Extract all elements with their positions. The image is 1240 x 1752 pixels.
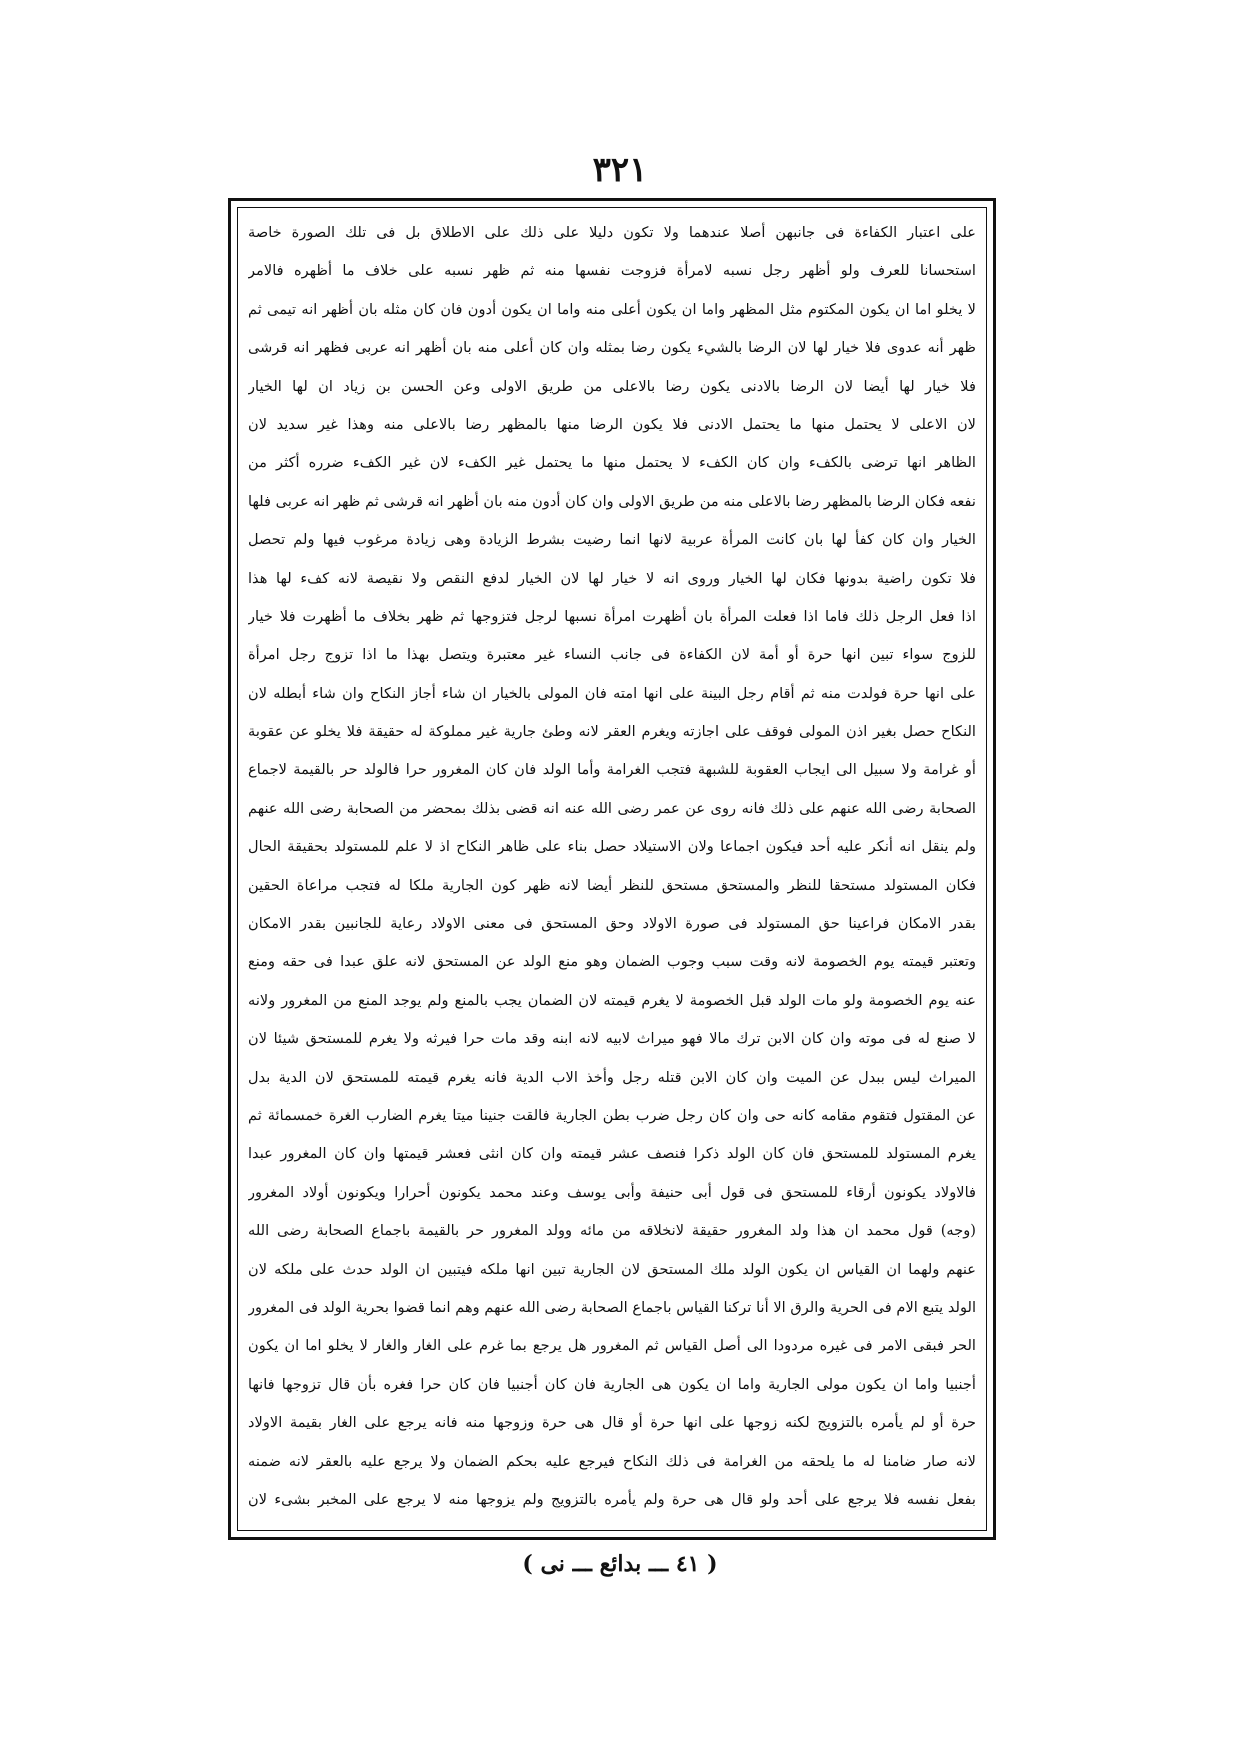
text-line: عن المقتول فتقوم مقامه كانه حى وان كان رجل ضرب بطن الجارية فالقت جنينا ميتا يغرم الضارب الغرة خمسمائة ثم: [248, 1106, 976, 1124]
text-line: الصحابة رضى الله عنهم على ذلك فانه روى عن عمر رضى الله عنه انه قضى بذلك بمحضر من الصحابة رضى الله عنهم: [248, 799, 976, 817]
text-line: استحسانا للعرف ولو أظهر رجل نسبه لامرأة فزوجت نفسها منه ثم ظهر نسبه على خلاف ما أظهره فالامر: [248, 262, 976, 280]
page-number: ٣٢١: [592, 150, 648, 190]
text-frame: [228, 198, 996, 1540]
text-line: على انها حرة فولدت منه ثم أقام رجل البينة على انها امته فان المولى بالخيار ان شاء أجاز النكاح وان شاء أبطله لان: [248, 684, 976, 702]
text-line: للزوج سواء تبين انها حرة أو أمة لان الكفاءة فى جانب النساء غير معتبرة ويتصل بهذا ما اذا تزوج رجل امرأة: [248, 646, 976, 664]
text-line: أجنبيا واما ان يكون مولى الجارية واما ان يكون هى الجارية فان كان أجنبيا فان كان حرا فغره بأن قال تزوجها فانها: [248, 1375, 976, 1393]
text-line: يغرم المستولد للمستحق فان كان الولد ذكرا فنصف عشر قيمته وان كان انثى فعشر قيمتها وان كان المغرور عبدا: [248, 1145, 976, 1163]
text-line: بفعل نفسه فلا يرجع على أحد ولو قال هى حرة ولم يأمره بالتزويج ولم يزوجها منه لا يرجع على المخبر بشىء لان: [248, 1490, 976, 1508]
text-frame-inner: [237, 207, 987, 1531]
text-line: على اعتبار الكفاءة فى جانبهن أصلا عندهما ولا تكون دليلا على ذلك على الاطلاق بل فى تلك الصورة خاصة: [248, 224, 976, 241]
text-line: بقدر الامكان فراعينا حق المستولد فى صورة الاولاد وحق المستحق فى معنى الاولاد رعاية للجانبين بقدر الامكان: [248, 915, 976, 933]
text-line: اذا فعل الرجل ذلك فاما اذا فعلت المرأة بان أظهرت امرأة نسبها لرجل فتزوجها ثم ظهر بخلاف ما أظهرت فلا خيار: [248, 607, 976, 625]
text-line: لانه صار ضامنا له ما يلحقه من الغرامة فى ذلك النكاح فيرجع عليه بحكم الضمان ولا يرجع عليه بالعقر لانه ضمنه: [248, 1452, 976, 1470]
text-line: حرة أو لم يأمره بالتزويج لكنه زوجها على انها حرة أو قال هى حرة وزوجها منه فانه يرجع على الغار بقيمة الاولاد: [248, 1414, 976, 1432]
body-text: [248, 214, 976, 1526]
text-line: عنهم ولهما ان القياس ان يكون الولد ملك المستحق لان الجارية تبين انها ملكه فيتبين ان الولد حدث على ملكه لان: [248, 1260, 976, 1278]
text-line: نفعه فكان الرضا بالمظهر رضا بالاعلى منه من طريق الاولى وان كان أدون منه بان أظهر انه قرشى ثم ظهر انه عربى فلها: [248, 492, 976, 510]
text-line: النكاح حصل بغير اذن المولى فوقف على اجازته ويغرم العقر لانه وطئ جارية غير مملوكة له حقيقة فلا يخلو عن عقوبة: [248, 723, 976, 741]
text-line: لان الاعلى لا يحتمل منها ما يحتمل الادنى فلا يكون الرضا منها بالمظهر رضا بالاعلى منه وهذا غير سديد لان: [248, 415, 976, 433]
text-line: عنه يوم الخصومة ولو مات الولد قبل الخصومة لا يغرم قيمته لان الضمان يجب بالمنع ولم يوجد المنع من المغرور ولانه: [248, 991, 976, 1009]
text-line: وتعتبر قيمته يوم الخصومة لانه وقت سبب وجوب الضمان وهو منع الولد عن المستحق لانه علق عبدا فى حقه ومنع: [248, 953, 976, 971]
text-line: فلا خيار لها أيضا لان الرضا بالادنى يكون رضا بالاعلى من طريق الاولى وعن الحسن بن زياد ان لها الخيار: [248, 377, 976, 395]
footer-signature: ( ٤١ ـــ بدائع ـــ نى ): [522, 1551, 718, 1577]
text-line: ظهر أنه عدوى فلا خيار لها لان الرضا بالشيء يكون رضا بمثله وان كان أعلى منه بان أظهر انه عربى فظهر انه قرشى: [248, 339, 976, 357]
text-line: فالاولاد يكونون أرقاء للمستحق فى قول أبى حنيفة وأبى يوسف وعند محمد يكونون أحرارا ويكونون أولاد المغرور: [248, 1183, 976, 1201]
text-line: فلا تكون راضية بدونها فكان لها الخيار وروى انه لا خيار لها لان الخيار لدفع النقص ولا نقيصة لانه كفء لها هذا: [248, 569, 976, 587]
text-line: أو غرامة ولا سبيل الى ايجاب العقوبة للشبهة فتجب الغرامة وأما الولد فان كان المغرور حرا فالولد حر بالقيمة لاجماع: [248, 761, 976, 779]
text-line: الولد يتبع الام فى الحرية والرق الا أنا تركنا القياس باجماع الصحابة رضى الله عنهم وهم انما قضوا بحرية الولد فى المغرور: [248, 1298, 976, 1316]
text-line: لا يخلو اما ان يكون المكتوم مثل المظهر واما ان يكون أعلى منه واما ان يكون أدون فان كان مثله بان أظهر انه تيمى ثم: [248, 300, 976, 318]
text-line: الخيار وان كان كفأ لها بان كانت المرأة عربية لانها انما رضيت بشرط الزيادة وهى زيادة مرغوب فيها ولم تحصل: [248, 531, 976, 549]
text-line: لا صنع له فى موته وان كان الابن ترك مالا فهو ميراث لابيه لانه ابنه وقد مات حرا فيرثه ولا يغرم للمستحق شيئا لان: [248, 1030, 976, 1048]
text-line: الظاهر انها ترضى بالكفء وان كان الكفء لا يحتمل منها ما يحتمل غير الكفء لان غير الكفء ضرره أكثر من: [248, 454, 976, 472]
text-line: الميراث ليس ببدل عن الميت وان كان الابن قتله رجل وأخذ الاب الدية فانه يغرم قيمته للمستحق لان الدية بدل: [248, 1068, 976, 1086]
text-line: ولم ينقل انه أنكر عليه أحد فيكون اجماعا ولان الاستيلاد حصل بناء على ظاهر النكاح اذ لا علم للمستولد بحقيقة الحال: [248, 838, 976, 856]
text-line: (وجه) قول محمد ان هذا ولد المغرور حقيقة لانخلاقه من مائه وولد المغرور حر بالقيمة باجماع الصحابة رضى الله: [248, 1222, 976, 1240]
text-line: فكان المستولد مستحقا للنظر والمستحق مستحق للنظر أيضا لانه ظهر كون الجارية ملكا له فتجب مراعاة الحقين: [248, 876, 976, 894]
text-line: الحر فبقى الامر فى غيره مردودا الى أصل القياس ثم المغرور هل يرجع بما غرم على الغار والغار لا يخلو اما ان يكون: [248, 1337, 976, 1355]
